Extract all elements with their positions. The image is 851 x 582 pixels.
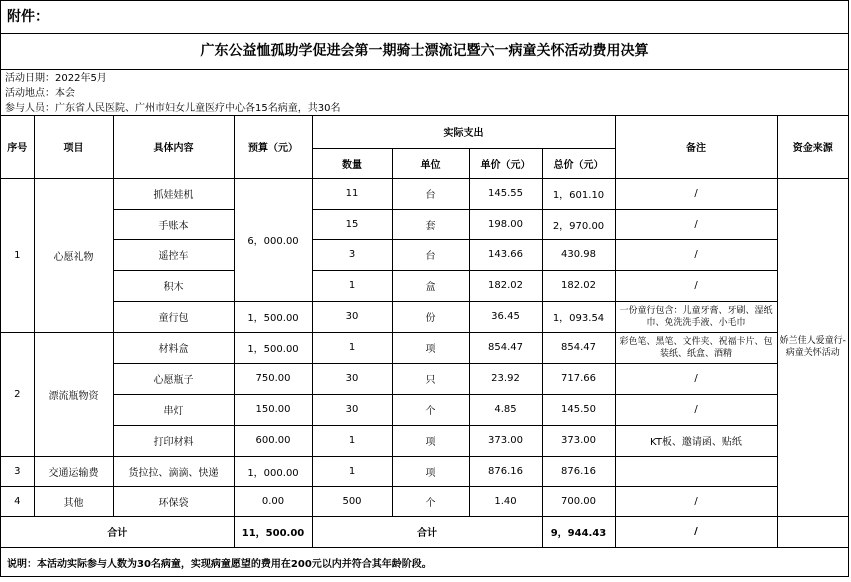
header-qty: 数量 — [312, 148, 392, 178]
header-content: 具体内容 — [113, 116, 234, 178]
row-remark: / — [615, 178, 777, 209]
row-price: 373.00 — [469, 425, 542, 456]
row-price: 36.45 — [469, 301, 542, 332]
row-remark: 一份童行包含：儿童牙膏、牙刷、湿纸巾、免洗洗手液、小毛巾 — [615, 301, 777, 332]
row-total: 145.50 — [542, 394, 615, 425]
expense-table — [1, 116, 848, 548]
totals-row — [1, 516, 848, 547]
activity-participants: 参与人员：广东省人民医院、广州市妇女儿童医疗中心各15名病童，共30名 — [5, 103, 341, 114]
header-budget: 预算（元） — [234, 116, 312, 178]
row-remark: / — [615, 209, 777, 239]
row-price: 182.02 — [469, 270, 542, 301]
row-budget: 1，000.00 — [234, 456, 312, 486]
header-price: 单价（元） — [469, 148, 542, 178]
row-total: 373.00 — [542, 425, 615, 456]
totals-budget: 11，500.00 — [234, 516, 312, 547]
table-row — [1, 209, 848, 239]
row-total: 717.66 — [542, 363, 615, 394]
row-total: 854.47 — [542, 332, 615, 363]
row-price: 198.00 — [469, 209, 542, 239]
row-qty: 30 — [312, 301, 392, 332]
row-content: 遥控车 — [113, 239, 234, 270]
row-qty: 1 — [312, 332, 392, 363]
header-seq: 序号 — [1, 116, 34, 178]
attachment-label: 附件： — [1, 1, 848, 34]
activity-date: 活动日期：2022年5月 — [5, 73, 107, 84]
row-qty: 500 — [312, 486, 392, 516]
row-budget: 0.00 — [234, 486, 312, 516]
row-unit: 项 — [392, 425, 469, 456]
row-content: 串灯 — [113, 394, 234, 425]
group-seq: 1 — [1, 178, 34, 332]
row-qty: 1 — [312, 456, 392, 486]
row-remark: / — [615, 363, 777, 394]
header-funding: 资金来源 — [777, 116, 848, 178]
group-seq: 4 — [1, 486, 34, 516]
group-item: 漂流瓶物资 — [34, 332, 113, 456]
row-budget: 1，500.00 — [234, 332, 312, 363]
totals-actual: 9，944.43 — [542, 516, 615, 547]
totals-actual-label: 合计 — [312, 516, 542, 547]
group-item: 心愿礼物 — [34, 178, 113, 332]
group-item: 其他 — [34, 486, 113, 516]
row-content: 抓娃娃机 — [113, 178, 234, 209]
header-row — [1, 116, 848, 148]
row-remark: KT板、邀请函、贴纸 — [615, 425, 777, 456]
row-unit: 个 — [392, 394, 469, 425]
row-qty: 11 — [312, 178, 392, 209]
row-qty: 1 — [312, 270, 392, 301]
row-unit: 只 — [392, 363, 469, 394]
row-content: 材料盒 — [113, 332, 234, 363]
table-row — [1, 363, 848, 394]
row-qty: 30 — [312, 394, 392, 425]
totals-remark: / — [615, 516, 777, 547]
header-total: 总价（元） — [542, 148, 615, 178]
row-content: 打印材料 — [113, 425, 234, 456]
row-unit: 项 — [392, 456, 469, 486]
activity-location: 活动地点：本会 — [5, 88, 75, 99]
row-content: 童行包 — [113, 301, 234, 332]
row-remark: / — [615, 486, 777, 516]
row-total: 430.98 — [542, 239, 615, 270]
totals-funding-empty — [777, 516, 848, 547]
row-remark: / — [615, 270, 777, 301]
row-unit: 盒 — [392, 270, 469, 301]
row-total: 700.00 — [542, 486, 615, 516]
funding-source: 娇兰佳人爱童行-病童关怀活动 — [777, 178, 848, 516]
row-price: 876.16 — [469, 456, 542, 486]
row-unit: 套 — [392, 209, 469, 239]
row-unit: 台 — [392, 178, 469, 209]
row-price: 145.55 — [469, 178, 542, 209]
row-remark — [615, 456, 777, 486]
row-qty: 30 — [312, 363, 392, 394]
totals-label: 合计 — [1, 516, 234, 547]
header-remark: 备注 — [615, 116, 777, 178]
table-row — [1, 332, 848, 363]
row-remark: / — [615, 239, 777, 270]
activity-meta — [1, 70, 848, 116]
row-price: 1.40 — [469, 486, 542, 516]
row-content: 心愿瓶子 — [113, 363, 234, 394]
row-content: 手账本 — [113, 209, 234, 239]
table-row — [1, 270, 848, 301]
row-remark: 彩色笔、黑笔、文件夹、祝福卡片、包装纸、纸盒、酒精 — [615, 332, 777, 363]
row-qty: 15 — [312, 209, 392, 239]
row-budget: 750.00 — [234, 363, 312, 394]
row-budget: 6，000.00 — [234, 178, 312, 301]
row-unit: 台 — [392, 239, 469, 270]
row-unit: 份 — [392, 301, 469, 332]
row-unit: 项 — [392, 332, 469, 363]
header-item: 项目 — [34, 116, 113, 178]
row-unit: 个 — [392, 486, 469, 516]
row-budget: 150.00 — [234, 394, 312, 425]
table-row — [1, 486, 848, 516]
row-budget: 1，500.00 — [234, 301, 312, 332]
row-price: 854.47 — [469, 332, 542, 363]
group-seq: 2 — [1, 332, 34, 456]
footnote: 说明：本活动实际参与人数为30名病童，实现病童愿望的费用在200元以内并符合其年龄阶段。 — [7, 558, 432, 570]
table-row — [1, 456, 848, 486]
table-row — [1, 239, 848, 270]
table-row — [1, 178, 848, 209]
row-content: 环保袋 — [113, 486, 234, 516]
row-price: 143.66 — [469, 239, 542, 270]
row-content: 积木 — [113, 270, 234, 301]
table-row — [1, 425, 848, 456]
row-price: 23.92 — [469, 363, 542, 394]
table-row — [1, 301, 848, 332]
header-actual: 实际支出 — [312, 116, 615, 148]
group-item: 交通运输费 — [34, 456, 113, 486]
row-total: 2，970.00 — [542, 209, 615, 239]
row-qty: 3 — [312, 239, 392, 270]
row-total: 1，601.10 — [542, 178, 615, 209]
group-seq: 3 — [1, 456, 34, 486]
row-price: 4.85 — [469, 394, 542, 425]
row-total: 182.02 — [542, 270, 615, 301]
row-remark: / — [615, 394, 777, 425]
row-qty: 1 — [312, 425, 392, 456]
row-total: 1，093.54 — [542, 301, 615, 332]
header-unit: 单位 — [392, 148, 469, 178]
row-total: 876.16 — [542, 456, 615, 486]
table-row — [1, 394, 848, 425]
row-content: 货拉拉、滴滴、快递 — [113, 456, 234, 486]
row-budget: 600.00 — [234, 425, 312, 456]
page-title: 广东公益恤孤助学促进会第一期骑士漂流记暨六一病童关怀活动费用决算 — [1, 34, 848, 70]
